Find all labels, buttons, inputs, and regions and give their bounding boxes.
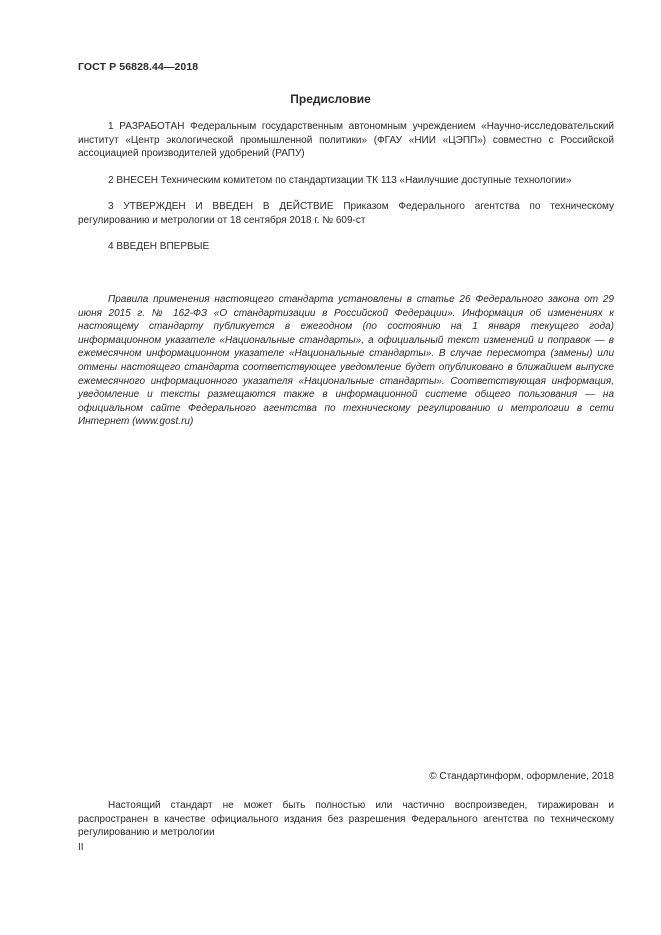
preface-paragraph-first-introduced: 4 ВВЕДЕН ВПЕРВЫЕ	[108, 241, 210, 252]
standard-id-header: ГОСТ Р 56828.44—2018	[78, 61, 199, 73]
preface-paragraph-developed: 1 РАЗРАБОТАН Федеральным государственным автономным учреждением «Научно-исследовательский институт «Центр экологической промышленной политики» (ФГАУ «НИИ «ЦЭПП») совместно с Российской ассоциацией производителей удобрений (РАПУ)	[78, 121, 614, 160]
reproduction-notice: Настоящий стандарт не может быть полностью или частично воспроизведен, тиражирован и распространен в качестве официального издания без разрешения Федерального агентства по техническому регулированию и метрологии	[78, 800, 614, 839]
preface-paragraph-submitted: 2 ВНЕСЕН Техническим комитетом по стандартизации ТК 113 «Наилучшие доступные технологии»	[108, 175, 572, 186]
preface-paragraph-approved: 3 УТВЕРЖДЕН И ВВЕДЕН В ДЕЙСТВИЕ Приказом Федерального агентства по техническому регулированию и метрологии от 18 сентября 2018 г. № 609-ст	[78, 201, 614, 226]
preface-title: Предисловие	[290, 92, 371, 106]
application-rules-notice: Правила применения настоящего стандарта установлены в статье 26 Федерального закона от 29 июня 2015 г. № 162-ФЗ «О стандартизации в Российской Федерации». Информация об изменениях к настоящему стандарту публикуется в ежегодном (по состоянию на 1 января текущего года) информационном указателе «Национальные стандарты», а официальный текст изменений и поправок — в ежемесячном информационном указателе «Национальные стандарты». В случае пересмотра (замены) или отмены настоящего стандарта соответствующее уведомление будет опубликовано в ближайшем выпуске ежемесячного информационного указателя «Национальные стандарты». Соответствующая информация, уведомление и тексты размещаются также в информационной системе общего пользования — на официальном сайте Федерального агентства по техническому регулированию и метрологии в сети Интернет (www.gost.ru)	[78, 294, 614, 428]
page-number: II	[78, 842, 84, 853]
copyright-line: © Стандартинформ, оформление, 2018	[429, 771, 614, 782]
